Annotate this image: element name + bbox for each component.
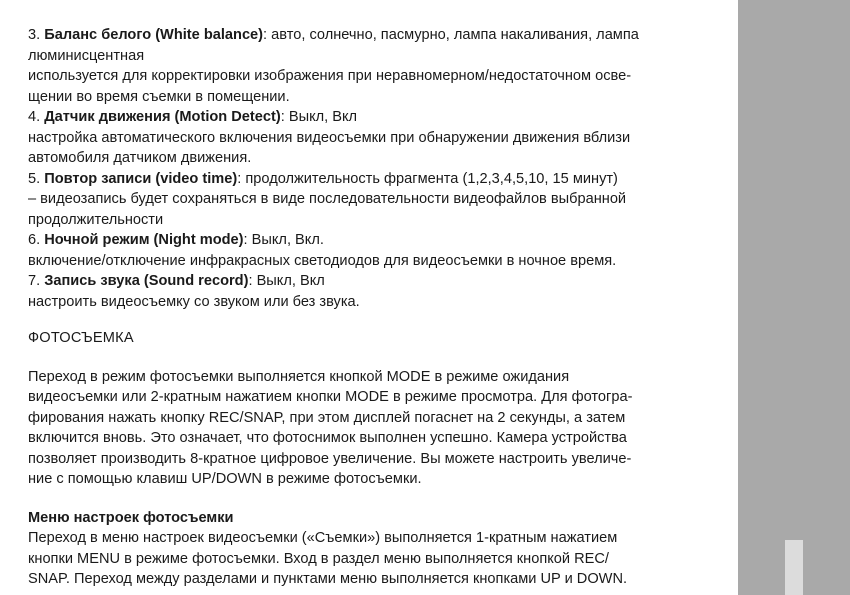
- setting-item: [28, 230, 718, 271]
- section-heading-photo-menu: Меню настроек фотосъемки: [28, 509, 234, 526]
- setting-description: – видеозапись будет сохраняться в виде последовательности видеофайлов выбранной: [28, 191, 627, 207]
- setting-description: щении во время съемки в помещении.: [28, 88, 290, 105]
- setting-title: Ночной режим (Night mode): [44, 232, 244, 248]
- paragraph-line: включится вновь. Это означает, что фотоснимок выполнен успешно. Камера устройства: [28, 430, 627, 446]
- paragraph-line: Переход в меню настроек видеосъемки («Съемки») выполняется 1-кратным нажатием: [28, 530, 618, 546]
- setting-header: 7. Запись звука (Sound record): Выкл, Вкл: [28, 273, 325, 289]
- paragraph-line: Переход в режим фотосъемки выполняется кнопкой MODE в режиме ожидания: [28, 368, 570, 385]
- setting-header: 4. Датчик движения (Motion Detect): Выкл, Вкл: [28, 109, 358, 125]
- setting-description: настройка автоматического включения видеосъемки при обнаружении движения вблизи: [28, 129, 631, 146]
- page-content: [28, 25, 718, 590]
- setting-title: Баланс белого (White balance): [44, 27, 264, 43]
- paragraph-line: позволяет производить 8-кратное цифровое увеличение. Вы можете настроить увеличе-: [28, 450, 632, 467]
- spacer: [28, 312, 718, 328]
- setting-description: настроить видеосъемку со звуком или без звука.: [28, 293, 360, 310]
- setting-description: продолжительности: [28, 211, 164, 228]
- paragraph-line: кнопки MENU в режиме фотосъемки. Вход в раздел меню выполняется кнопкой REC/: [28, 550, 609, 567]
- setting-header: 5. Повтор записи (video time): продолжительность фрагмента (1,2,3,4,5,10, 15 минут): [28, 170, 618, 187]
- setting-title: Запись звука (Sound record): [44, 273, 249, 289]
- paragraph-line: фирования нажать кнопку REC/SNAP, при этом дисплей погаснет на 2 секунды, а затем: [28, 409, 626, 426]
- page-margin-bar: [738, 0, 850, 595]
- setting-item: [28, 107, 718, 169]
- setting-item: [28, 25, 718, 107]
- photo-paragraph: [28, 367, 718, 490]
- spacer: [28, 490, 718, 508]
- setting-description: люминисцентная: [28, 47, 145, 64]
- setting-header: 6. Ночной режим (Night mode): Выкл, Вкл.: [28, 232, 324, 248]
- setting-description: автомобиля датчиком движения.: [28, 150, 252, 166]
- paragraph-line: видеосъемки или 2-кратным нажатием кнопки MODE в режиме просмотра. Для фотогра-: [28, 389, 633, 405]
- setting-item: [28, 271, 718, 312]
- page-edge-tab: [785, 540, 803, 595]
- setting-item: [28, 169, 718, 231]
- paragraph-line: SNAP. Переход между разделами и пунктами меню выполняется кнопками UP и DOWN.: [28, 571, 628, 587]
- paragraph-line: ние с помощью клавиш UP/DOWN в режиме фотосъемки.: [28, 471, 422, 487]
- section-heading-photo: ФОТОСЪЕМКА: [28, 330, 134, 346]
- setting-description: включение/отключение инфракрасных светодиодов для видеосъемки в ночное время.: [28, 252, 617, 269]
- setting-header: 3. Баланс белого (White balance): авто, солнечно, пасмурно, лампа накаливания, лампа: [28, 27, 639, 43]
- menu-paragraph: [28, 528, 718, 590]
- setting-title: Датчик движения (Motion Detect): [44, 109, 281, 125]
- spacer: [28, 349, 718, 367]
- setting-description: используется для корректировки изображения при неравномерном/недостаточном осве-: [28, 68, 632, 84]
- setting-title: Повтор записи (video time): [44, 170, 238, 187]
